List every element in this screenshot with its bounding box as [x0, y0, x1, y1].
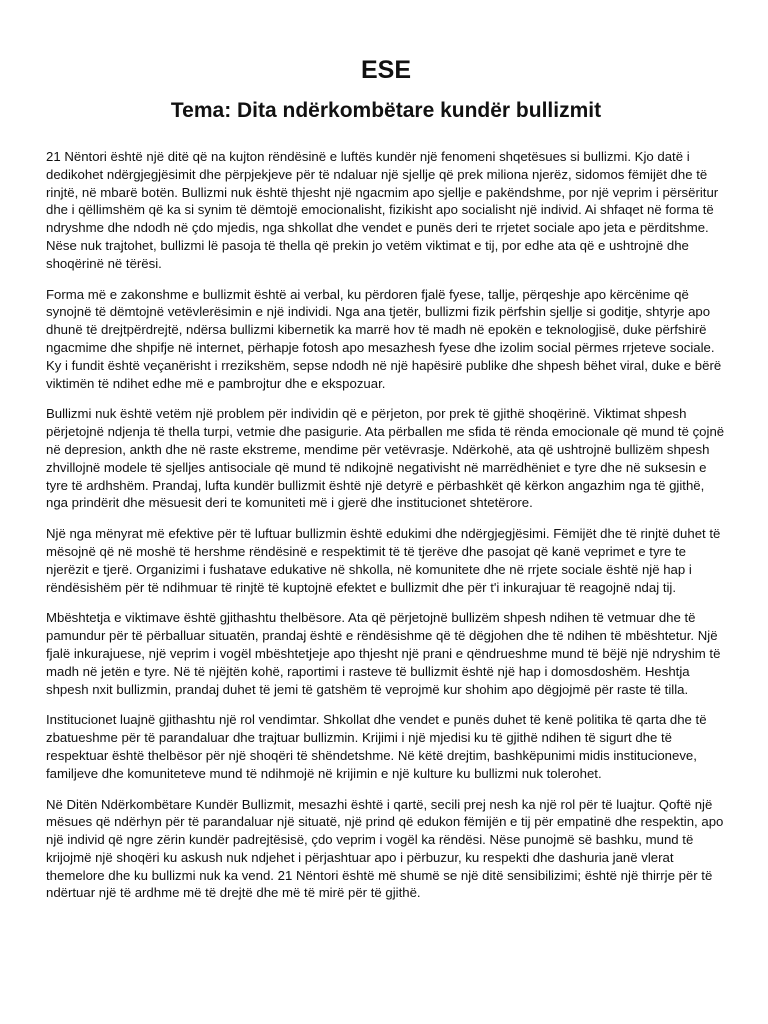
paragraph-2: Forma më e zakonshme e bullizmit është ai verbal, ku përdoren fjalë fyese, tallje, përqeshje apo kërcënime që synojnë të dëmtojnë vetëvlerësimin e një individi. Nga ana tjetër, bullizmi fizik përfshin sjellje si goditje, shtyrje apo dhunë të drejtpërdrejtë, ndërsa bullizmi kibernetik ka marrë hov të madh në epokën e teknologjisë, duke përfshirë ngacmime dhe shpifje në internet, përhapje fotosh apo mesazhesh fyese dhe izolim social përmes rrjeteve sociale. Ky i fundit është veçanërisht i rrezikshëm, sepse ndodh në një hapësirë publike dhe shpesh bëhet viral, duke e bërë viktimën të ndihet edhe më e pambrojtur dhe e ekspozuar. — [46, 286, 722, 391]
document-title: ESE — [360, 56, 412, 84]
document-subtitle: Tema: Dita ndërkombëtare kundër bullizmit — [170, 99, 602, 122]
paragraph-5: Mbështetja e viktimave është gjithashtu thelbësore. Ata që përjetojnë bullizëm shpesh ndihen të vetmuar dhe të pamundur për të përballuar situatën, prandaj është e rëndësishme që të dëgjohen dhe të ndihen të mbështetur. Një fjalë inkurajuese, një veprim i vogël mbështetjeje apo thjesht një prani e qëndrueshme mund të bëjë një ndryshim të madh në jetën e tyre. Në të njëjtën kohë, raportimi i rasteve të bullizmit është një hap i domosdoshëm. Heshtja shpesh nxit bullizmin, prandaj duhet të jemi të gatshëm të veprojmë kur shohim apo dëgjojmë për raste të tilla. — [46, 610, 721, 697]
paragraph-7: Në Ditën Ndërkombëtare Kundër Bullizmit, mesazhi është i qartë, secili prej nesh ka një rol për të luajtur. Qoftë një mësues që ndërhyn për të parandaluar një situatë, një prind që edukon fëmijën e tij për empatinë dhe respektin, apo një individ që ngre zërin kundër padrejtësisë, çdo veprim i vogël ka rëndësi. Nëse punojmë së bashku, mund të krijojmë një shoqëri ku askush nuk ndjehet i përjashtuar apo i përbuzur, ku respekti dhe dashuria janë vlerat themelore dhe ku bullizmi nuk ka vend. 21 Nëntori është më shumë se një ditë sensibilizimi; është një thirrje për të ndërtuar një të ardhme më të drejtë dhe më të mirë për të gjithë. — [46, 796, 724, 901]
paragraph-1: 21 Nëntori është një ditë që na kujton rëndësinë e luftës kundër një fenomeni shqetësues si bullizmi. Kjo datë i dedikohet ndërgjegjësimit dhe përpjekjeve për të ndaluar një sjellje që prek miliona njerëz, sidomos fëmijët dhe të rinjtë, në mbarë botën. Bullizmi nuk është thjesht një ngacmim apo sjellje e pakëndshme, por një veprim i përsëritur dhe i qëllimshëm që ka si synim të dëmtojë emocionalisht, fizikisht apo socialisht një individ. Ai shfaqet në forma të ndryshme dhe ndodh në çdo mjedis, nga shkollat dhe vendet e punës deri te rrjetet sociale apo jeta e përditshme. Nëse nuk trajtohet, bullizmi lë pasoja të thella që prekin jo vetëm viktimat e tij, por edhe ata që e ushtrojnë dhe shoqërinë në tërësi. — [46, 149, 719, 271]
paragraph-6: Institucionet luajnë gjithashtu një rol vendimtar. Shkollat dhe vendet e punës duhet të kenë politika të qarta dhe të zbatueshme për të parandaluar dhe trajtuar bullizmin. Krijimi i një mjedisi ku të gjithë ndihen të sigurt dhe të respektuar është thelbësor për një shoqëri të shëndetshme. Në këtë drejtim, bashkëpunimi midis institucioneve, familjeve dhe komuniteteve mund të ndihmojë në krijimin e një kulture ku bullizmi nuk tolerohet. — [46, 712, 707, 781]
paragraph-4: Një nga mënyrat më efektive për të luftuar bullizmin është edukimi dhe ndërgjegjësimi. Fëmijët dhe të rinjtë duhet të mësojnë që në moshë të hershme rëndësinë e respektimit të të tjerëve dhe pasojat që kanë veprimet e tyre te njerëzit e tjerë. Organizimi i fushatave edukative në shkolla, në komunitete dhe në rrjete sociale është një hap i rëndësishëm për të ndihmuar të rinjtë të kuptojnë efektet e bullizmit dhe për t'i inkurajuar të reagojnë ndaj tij. — [46, 526, 721, 595]
paragraph-3: Bullizmi nuk është vetëm një problem për individin që e përjeton, por prek të gjithë shoqërinë. Viktimat shpesh përjetojnë ndjenja të thella turpi, vetmie dhe pasigurie. Ata përballen me sfida të rënda emocionale që mund të çojnë në depresion, ankth dhe në raste ekstreme, mendime për vetëvrasje. Ndërkohë, ata që ushtrojnë bullizëm shpesh zhvillojnë modele të sjelljes antisociale që mund të ndikojnë negativisht në marrëdhëniet e tyre dhe në suksesin e tyre të ardhshëm. Prandaj, lufta kundër bullizmit është një detyrë e përbashkët që kërkon angazhim nga të gjithë, nga prindërit dhe mësuesit deri te komuniteti më i gjerë dhe institucionet shtetërore. — [46, 406, 725, 511]
